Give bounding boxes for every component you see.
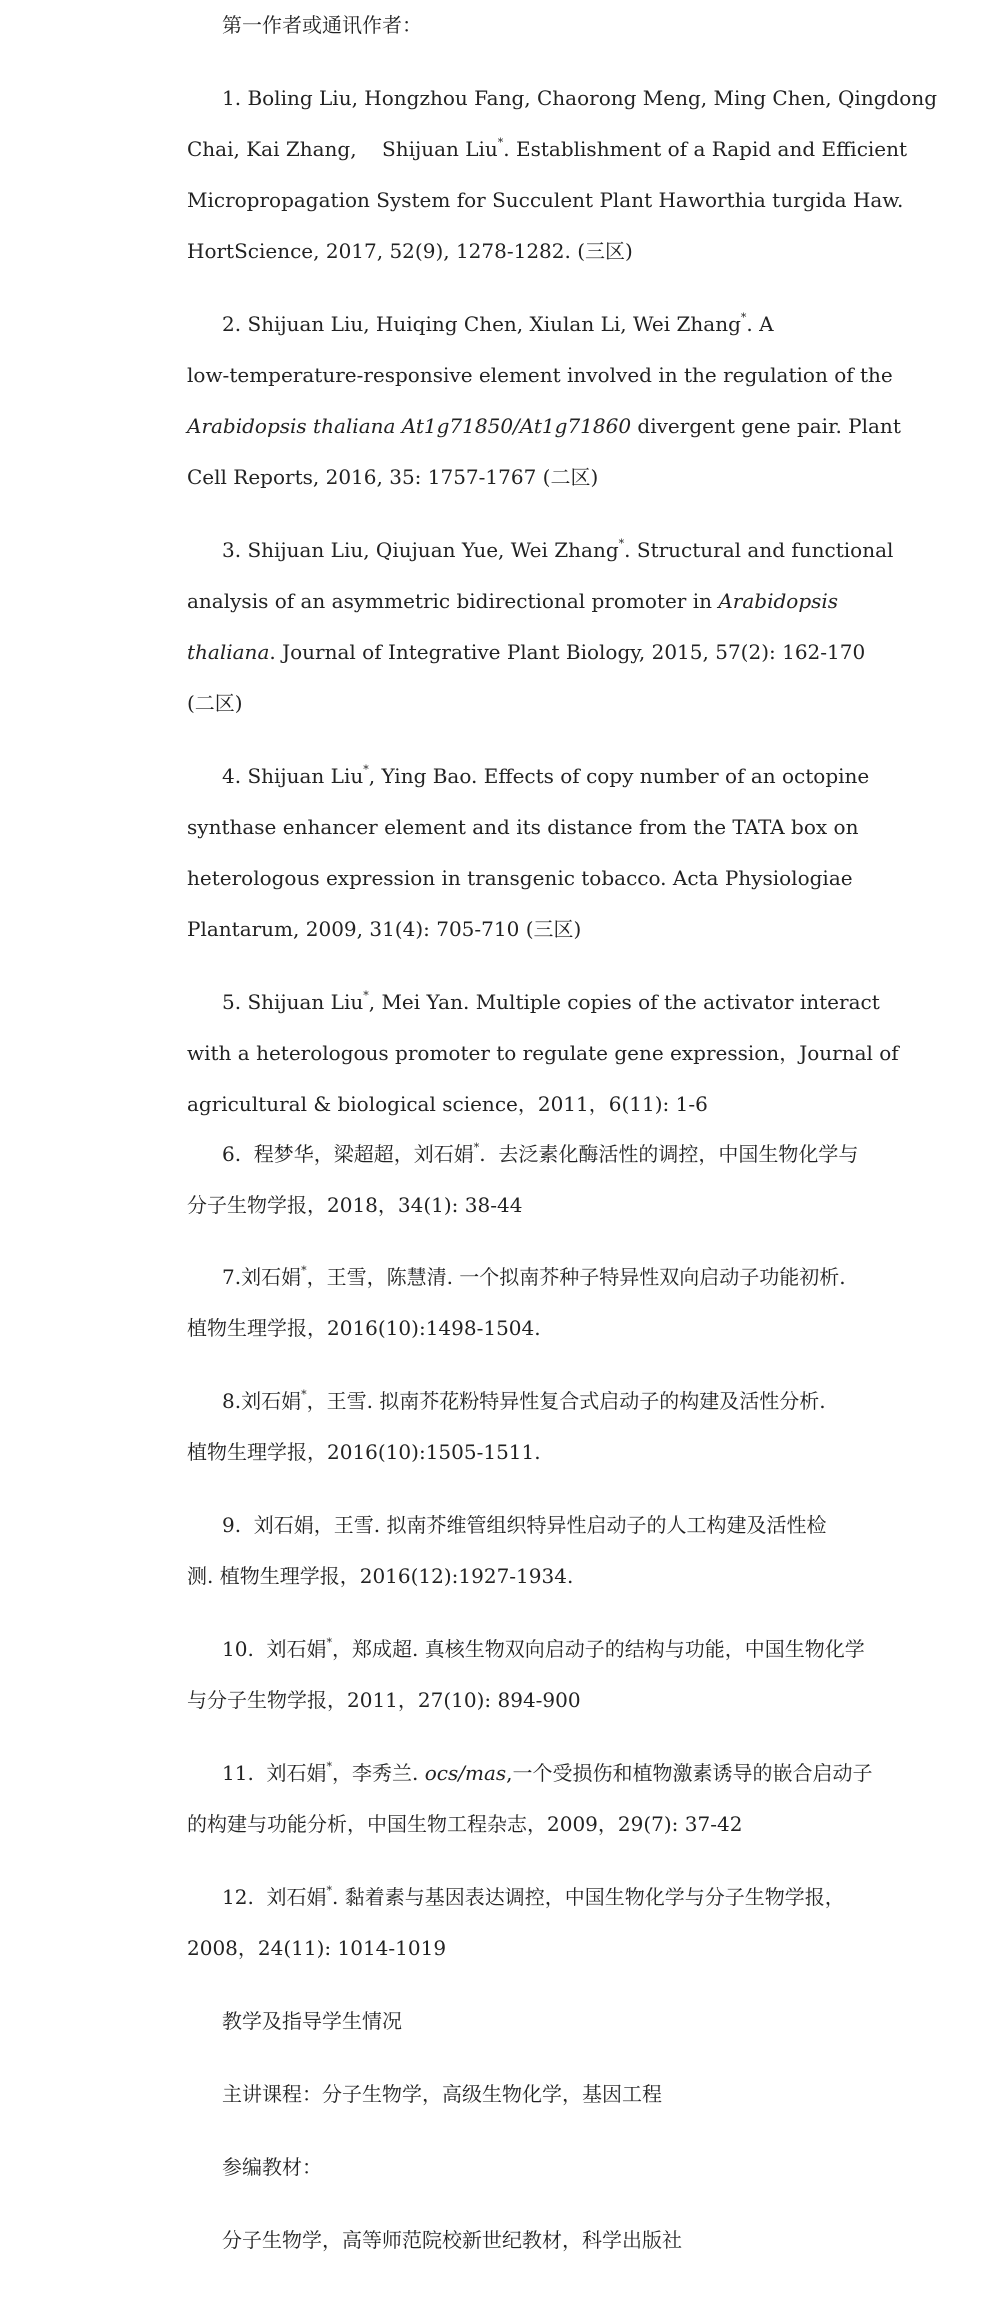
paper-1-line-3: Micropropagation System for Succulent Plant Haworthia turgida Haw. <box>187 188 904 212</box>
paper-5-line-3: agricultural & biological science，2011，6(11): 1-6 <box>187 1092 708 1116</box>
paper-1-line-1: 1. Boling Liu, Hongzhou Fang, Chaorong Meng, Ming Chen, Qingdong <box>222 86 938 110</box>
paper-3-species-a: Arabidopsis <box>718 589 839 613</box>
paper-2-line-2: low-temperature-responsive element involved in the regulation of the <box>187 363 893 387</box>
paper-10-line-1 <box>222 1636 865 1662</box>
paper-10-title: ，郑成超. 真核生物双向启动子的结构与功能，中国生物化学 <box>332 1637 865 1661</box>
paper-7-line-1 <box>222 1264 846 1290</box>
paper-2-title-start: . A <box>746 312 774 336</box>
paper-2-species: Arabidopsis thaliana At1g71850/At1g71860 <box>187 414 632 438</box>
paper-7-authors: 7.刘石娟 <box>222 1265 302 1289</box>
paper-5-authors: 5. Shijuan Liu <box>222 990 364 1014</box>
paper-10-line-2: 与分子生物学报，2011，27(10): 894-900 <box>187 1688 581 1712</box>
paper-9-line-1: 9. 刘石娟，王雪. 拟南芥维管组织特异性启动子的人工构建及活性检 <box>222 1513 827 1537</box>
paper-6-line-1 <box>222 1141 858 1167</box>
paper-6-authors: 6. 程梦华，梁超超，刘石娟 <box>222 1142 474 1166</box>
paper-3-title-mid: analysis of an asymmetric bidirectional promoter in <box>187 589 719 613</box>
paper-11-line-1 <box>222 1760 873 1786</box>
paper-6-line-2: 分子生物学报，2018，34(1): 38-44 <box>187 1193 523 1217</box>
paper-5-title-start: , Mei Yan. Multiple copies of the activator interact <box>368 990 880 1014</box>
paper-3-authors: 3. Shijuan Liu, Qiujuan Yue, Wei Zhang <box>222 538 619 562</box>
paper-12-line-2: 2008，24(11): 1014-1019 <box>187 1936 447 1960</box>
corresponding-mark: * <box>618 537 625 551</box>
corresponding-mark: * <box>301 1388 307 1402</box>
paper-12-line-1 <box>222 1884 845 1910</box>
paper-2-title-end: divergent gene pair. Plant <box>631 414 901 438</box>
paper-3-line-3 <box>187 639 865 665</box>
paper-4-line-4: Plantarum, 2009, 31(4): 705-710 (三区) <box>187 917 582 941</box>
corresponding-mark: * <box>326 1636 333 1650</box>
paper-8-title: ，王雪. 拟南芥花粉特异性复合式启动子的构建及活性分析. <box>306 1389 826 1413</box>
paper-11-title: ,一个受损伤和植物激素诱导的嵌合启动子 <box>506 1761 873 1785</box>
paper-1-line-4: HortScience, 2017, 52(9), 1278-1282. (三区) <box>187 239 633 263</box>
paper-6-title: . 去泛素化酶活性的调控，中国生物化学与 <box>479 1142 859 1166</box>
paper-9-line-2: 测. 植物生理学报，2016(12):1927-1934. <box>187 1564 574 1588</box>
paper-11-gene-name: ocs/mas <box>424 1761 507 1785</box>
paper-8-line-1 <box>222 1388 826 1414</box>
paper-11-authors: 11. 刘石娟 <box>222 1761 327 1785</box>
paper-7-title: ，王雪，陈慧清. 一个拟南芥种子特异性双向启动子功能初析. <box>306 1265 846 1289</box>
textbooks-heading: 参编教材： <box>222 2155 322 2179</box>
paper-3-title-start: . Structural and functional <box>624 538 894 562</box>
paper-3-line-1 <box>222 537 893 563</box>
paper-11-line-2: 的构建与功能分析，中国生物工程杂志，2009，29(7): 37-42 <box>187 1812 743 1836</box>
paper-12-title: . 黏着素与基因表达调控，中国生物化学与分子生物学报， <box>332 1885 845 1909</box>
paper-3-journal: . Journal of Integrative Plant Biology, 2015, 57(2): 162-170 <box>269 640 866 664</box>
paper-7-line-2: 植物生理学报，2016(10):1498-1504. <box>187 1316 541 1340</box>
authors-heading: 第一作者或通讯作者： <box>222 13 422 37</box>
paper-2-authors: 2. Shijuan Liu, Huiqing Chen, Xiulan Li, Wei Zhang <box>222 312 741 336</box>
paper-8-authors: 8.刘石娟 <box>222 1389 302 1413</box>
textbook-item: 分子生物学，高等师范院校新世纪教材，科学出版社 <box>222 2228 682 2252</box>
paper-4-title-start: , Ying Bao. Effects of copy number of an octopine <box>368 764 870 788</box>
paper-11-coauthor: ，李秀兰. <box>332 1761 425 1785</box>
paper-2-line-1 <box>222 311 774 337</box>
paper-4-line-3: heterologous expression in transgenic tobacco. Acta Physiologiae <box>187 866 853 890</box>
corresponding-mark: * <box>301 1264 307 1278</box>
paper-5-line-1 <box>222 989 880 1015</box>
paper-10-authors: 10. 刘石娟 <box>222 1637 327 1661</box>
corresponding-mark: * <box>326 1884 333 1898</box>
corresponding-mark: * <box>497 136 504 150</box>
paper-1-line-2 <box>187 136 907 162</box>
corresponding-mark: * <box>326 1760 333 1774</box>
paper-1-title-start: . Establishment of a Rapid and Efficient <box>503 137 908 161</box>
paper-2-line-3 <box>187 413 901 439</box>
corresponding-mark: * <box>473 1141 480 1155</box>
paper-3-line-2 <box>187 588 838 614</box>
corresponding-mark: * <box>363 763 369 777</box>
corresponding-mark: * <box>363 989 369 1003</box>
paper-2-line-4: Cell Reports, 2016, 35: 1757-1767 (二区) <box>187 465 599 489</box>
teaching-heading: 教学及指导学生情况 <box>222 2009 402 2033</box>
paper-4-line-1 <box>222 763 869 789</box>
courses-line: 主讲课程：分子生物学，高级生物化学，基因工程 <box>222 2082 662 2106</box>
paper-5-line-2: with a heterologous promoter to regulate gene expression，Journal of <box>187 1041 899 1065</box>
paper-4-line-2: synthase enhancer element and its distance from the TATA box on <box>187 815 859 839</box>
paper-4-authors: 4. Shijuan Liu <box>222 764 364 788</box>
paper-1-authors: Chai, Kai Zhang, Shijuan Liu <box>187 137 498 161</box>
corresponding-mark: * <box>740 311 747 325</box>
paper-3-line-4: (二区) <box>187 691 243 715</box>
paper-8-line-2: 植物生理学报，2016(10):1505-1511. <box>187 1440 541 1464</box>
paper-3-species-b: thaliana <box>187 640 270 664</box>
paper-12-authors: 12. 刘石娟 <box>222 1885 327 1909</box>
